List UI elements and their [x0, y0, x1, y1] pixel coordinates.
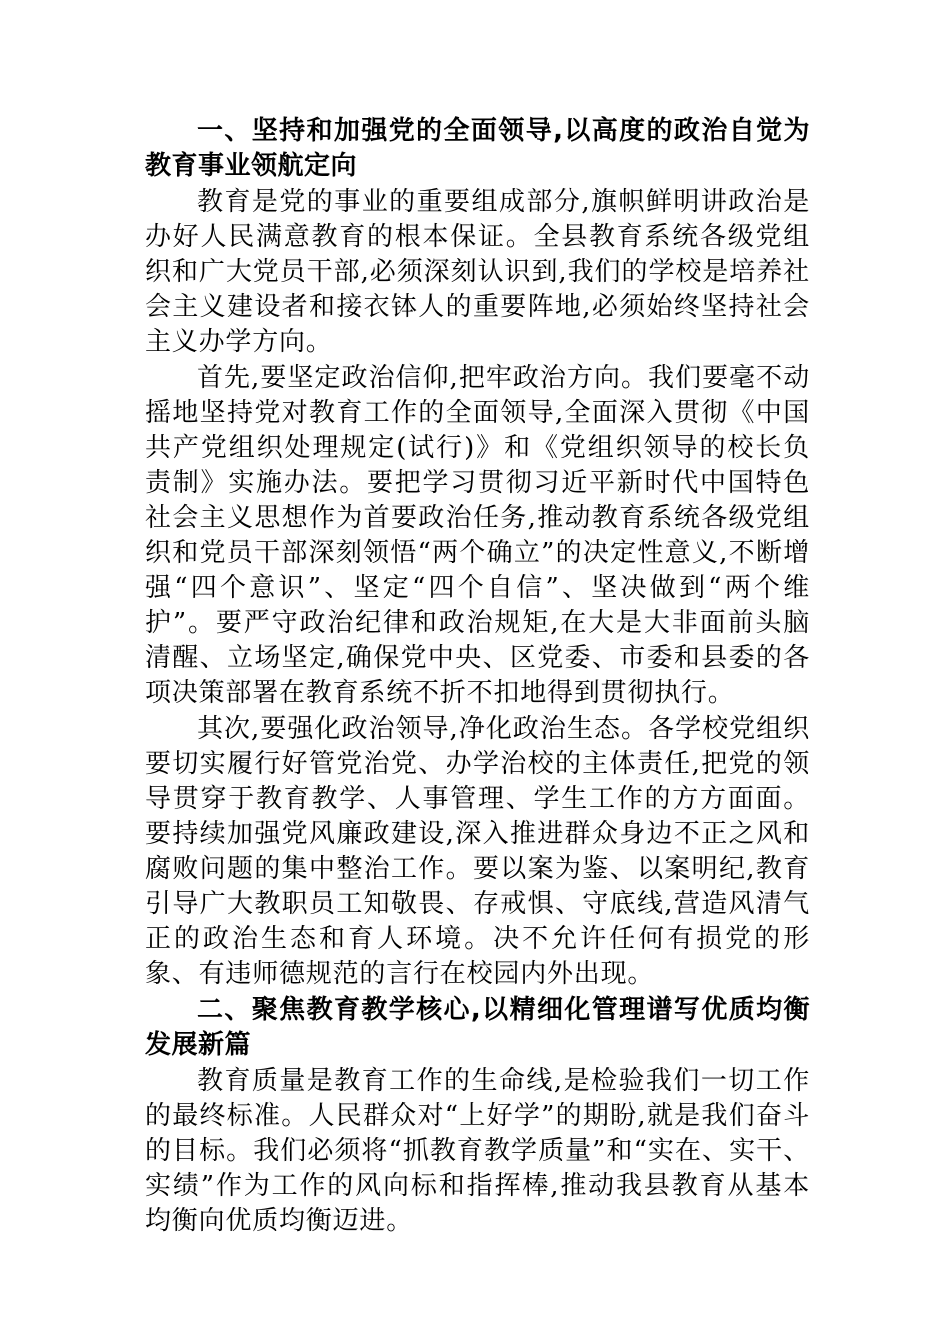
section-2-paragraph-1: 教育质量是教育工作的生命线,是检验我们一切工作的最终标准。人民群众对“上好学”的期盼,就是我们奋斗的目标。我们必须将“抓教育教学质量”和“实在、实干、实绩”作为工作的风向标和指挥棒,推动我县教育从基本均衡向优质均衡迈进。 — [145, 1066, 810, 1236]
section-heading-1: 一、坚持和加强党的全面领导,以高度的政治自觉为教育事业领航定向 — [145, 116, 810, 181]
section-1-paragraph-3: 其次,要强化政治领导,净化政治生态。各学校党组织要切实履行好管党治党、办学治校的主体责任,把党的领导贯穿于教育教学、人事管理、学生工作的方方面面。要持续加强党风廉政建设,深入推进群众身边不正之风和腐败问题的集中整治工作。要以案为鉴、以案明纪,教育引导广大教职员工知敬畏、存戒惧、守底线,营造风清气正的政治生态和育人环境。决不允许任何有损党的形象、有违师德规范的言行在校园内外出现。 — [145, 714, 810, 989]
section-heading-2: 二、聚焦教育教学核心,以精细化管理谱写优质均衡发展新篇 — [145, 995, 810, 1060]
section-1-paragraph-1: 教育是党的事业的重要组成部分,旗帜鲜明讲政治是办好人民满意教育的根本保证。全县教育系统各级党组织和广大党员干部,必须深刻认识到,我们的学校是培养社会主义建设者和接衣钵人的重要阵地,必须始终坚持社会主义办学方向。 — [145, 187, 810, 357]
section-1-paragraph-2: 首先,要坚定政治信仰,把牢政治方向。我们要毫不动摇地坚持党对教育工作的全面领导,全面深入贯彻《中国共产党组织处理规定(试行)》和《党组织领导的校长负责制》实施办法。要把学习贯彻习近平新时代中国特色社会主义思想作为首要政治任务,推动教育系统各级党组织和党员干部深刻领悟“两个确立”的决定性意义,不断增强“四个意识”、坚定“四个自信”、坚决做到“两个维护”。要严守政治纪律和政治规矩,在大是大非面前头脑清醒、立场坚定,确保党中央、区党委、市委和县委的各项决策部署在教育系统不折不扣地得到贯彻执行。 — [145, 363, 810, 708]
document-page — [145, 114, 810, 1240]
